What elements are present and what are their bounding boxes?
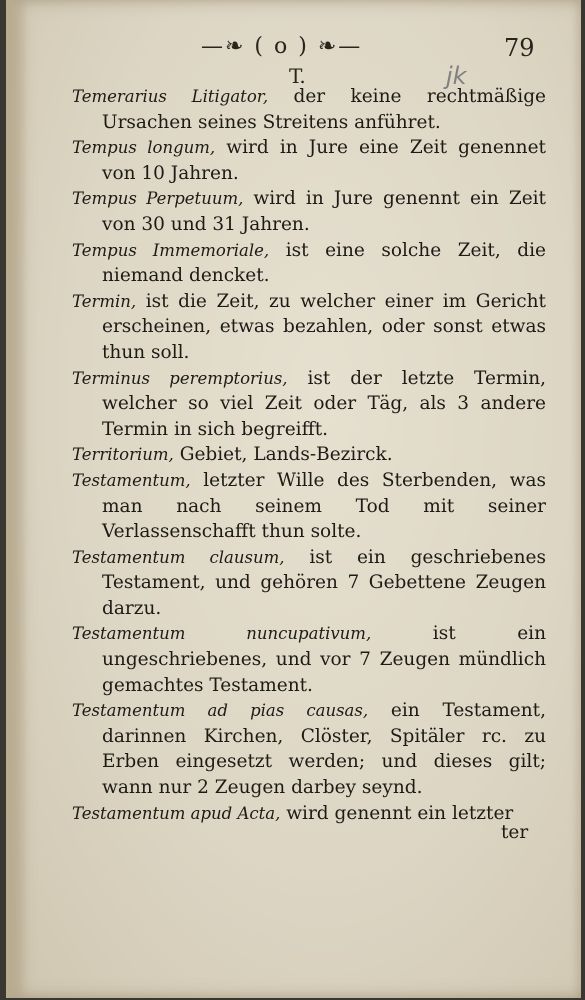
entry-term: Tempus Immemoriale,	[72, 240, 270, 260]
glossary-entry	[72, 621, 546, 698]
entry-term: Testamentum apud Acta,	[72, 803, 281, 823]
glossary-entry	[72, 366, 546, 443]
page-gutter	[6, 0, 28, 998]
entry-definition: ist die Zeit, zu welcher einer im Gericht erscheinen, etwas bezahlen, oder sonst etwas thun soll.	[102, 290, 546, 363]
pencil-mark: jk	[446, 62, 467, 90]
entry-term: Testamentum clausum,	[72, 547, 285, 567]
entry-term: Territorium,	[72, 445, 174, 465]
catchword: ter	[501, 822, 529, 843]
entry-definition: wird genennt ein letzter	[286, 802, 514, 824]
glossary-entry	[72, 468, 546, 545]
entry-term: Testamentum ad pias causas,	[72, 701, 369, 721]
entry-definition: ein Testament, darinnen Kirchen, Clöster, Spitäler rc. zu Erben eingesetzt werden; und dieses gilt; wann nur 2 Zeugen darbey seynd.	[102, 700, 546, 799]
entry-term: Testamentum nuncupativum,	[72, 624, 372, 644]
glossary-entry	[72, 135, 546, 186]
entry-definition: letzter Wille des Sterbenden, was man nach seinem Tod mit seiner Verlassenschafft thun solte.	[102, 469, 546, 543]
entry-definition: ist ein geschriebenes Testament, und gehören 7 Gebettene Zeugen darzu.	[102, 546, 546, 619]
glossary-entries	[72, 84, 546, 826]
entry-definition: ist ein ungeschriebenes, und vor 7 Zeugen mündlich gemachtes Testament.	[102, 623, 546, 696]
glossary-entry	[72, 84, 546, 135]
header-ornament: —❧ ( o ) ❧—	[201, 34, 363, 59]
glossary-entry	[72, 545, 546, 622]
entry-term: Temerarius Litigator,	[72, 87, 269, 106]
entry-definition: Gebiet, Lands-Bezirck.	[179, 444, 393, 466]
glossary-entry	[72, 238, 546, 289]
section-letter: T.	[289, 64, 306, 88]
entry-term: Terminus peremptorius,	[72, 368, 288, 388]
glossary-entry	[72, 289, 546, 366]
entry-definition: ist eine solche Zeit, die niemand dencket.	[102, 239, 546, 287]
glossary-entry	[72, 698, 546, 800]
glossary-entry	[72, 186, 546, 237]
entry-definition: wird in Jure genennt ein Zeit von 30 und 31 Jahren.	[102, 188, 546, 235]
entry-term: Tempus longum,	[72, 138, 216, 158]
book-page	[6, 0, 581, 998]
glossary-entry	[72, 442, 546, 468]
page-header	[6, 30, 581, 90]
entry-definition: ist der letzte Termin, welcher so viel Zeit oder Täg, als 3 andere Termin in sich begreifft.	[102, 367, 546, 440]
entry-definition: der keine rechtmäßige Ursachen seines Streitens anführet.	[102, 86, 546, 133]
entry-term: Tempus Perpetuum,	[72, 189, 244, 209]
entry-term: Testamentum,	[72, 470, 191, 490]
entry-definition: wird in Jure eine Zeit genennet von 10 Jahren.	[102, 137, 546, 184]
page-number: 79	[504, 34, 535, 62]
entry-term: Termin,	[72, 291, 137, 311]
glossary-entry	[72, 801, 546, 827]
